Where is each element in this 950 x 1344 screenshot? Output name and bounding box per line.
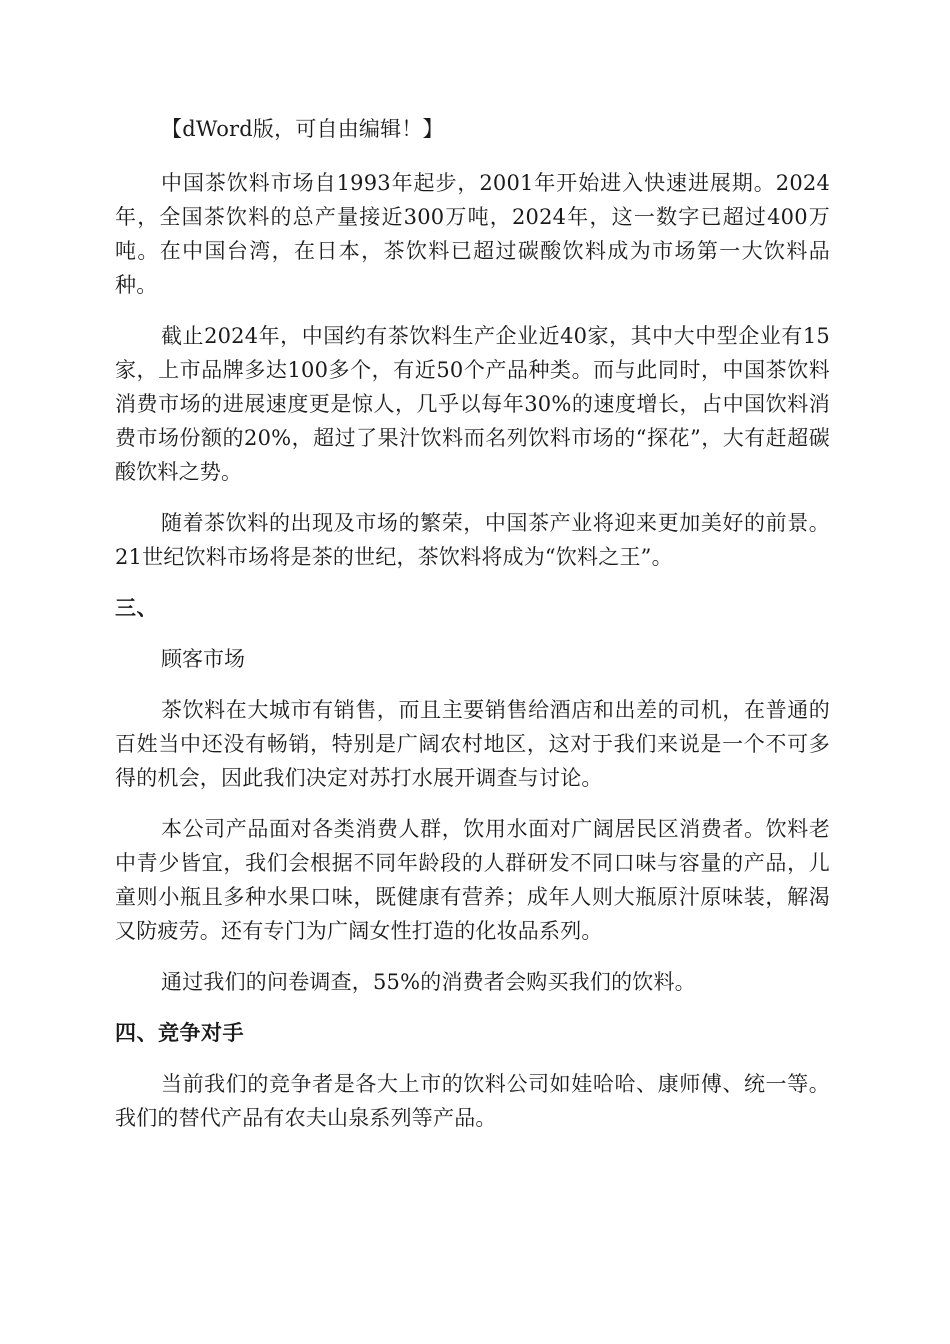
intro-paragraph-3: 随着茶饮料的出现及市场的繁荣，中国茶产业将迎来更加美好的前景。21世纪饮料市场将是茶的世纪，茶饮料将成为“饮料之王”。 bbox=[115, 511, 830, 569]
section-3-heading: 三、 bbox=[115, 595, 158, 620]
document-page bbox=[115, 112, 830, 1152]
section-3-paragraph-2: 本公司产品面对各类消费人群，饮用水面对广阔居民区消费者。饮料老中青少皆宜，我们会根据不同年龄段的人群研发不同口味与容量的产品，儿童则小瓶且多种水果口味，既健康有营养；成年人则大瓶原汁原味装，解渴又防疲劳。还有专门为广阔女性打造的化妆品系列。 bbox=[115, 817, 830, 943]
intro-paragraph-2: 截止2024年，中国约有茶饮料生产企业近40家，其中大中型企业有15家，上市品牌多达100多个，有近50个产品种类。而与此同时，中国茶饮料消费市场的进展速度更是惊人，几乎以每年30%的速度增长，占中国饮料消费市场份额的20%，超过了果汁饮料而名列饮料市场的“探花”，大有赶超碳酸饮料之势。 bbox=[115, 324, 830, 484]
section-3-subheading: 顾客市场 bbox=[161, 647, 245, 671]
section-3-paragraph-1: 茶饮料在大城市有销售，而且主要销售给酒店和出差的司机，在普通的百姓当中还没有畅销，特别是广阔农村地区，这对于我们来说是一个不可多得的机会，因此我们决定对苏打水展开调查与讨论。 bbox=[115, 698, 830, 790]
edit-note: 【dWord版，可自由编辑！】 bbox=[161, 117, 444, 141]
section-4-heading: 四、竞争对手 bbox=[115, 1020, 244, 1045]
section-3-paragraph-3: 通过我们的问卷调查，55%的消费者会购买我们的饮料。 bbox=[161, 970, 696, 994]
intro-paragraph-1: 中国茶饮料市场自1993年起步，2001年开始进入快速进展期。2024年，全国茶饮料的总产量接近300万吨，2024年，这一数字已超过400万吨。在中国台湾，在日本，茶饮料已超过碳酸饮料成为市场第一大饮料品种。 bbox=[115, 171, 830, 297]
section-4-paragraph-1: 当前我们的竞争者是各大上市的饮料公司如娃哈哈、康师傅、统一等。我们的替代产品有农夫山泉系列等产品。 bbox=[115, 1072, 830, 1130]
